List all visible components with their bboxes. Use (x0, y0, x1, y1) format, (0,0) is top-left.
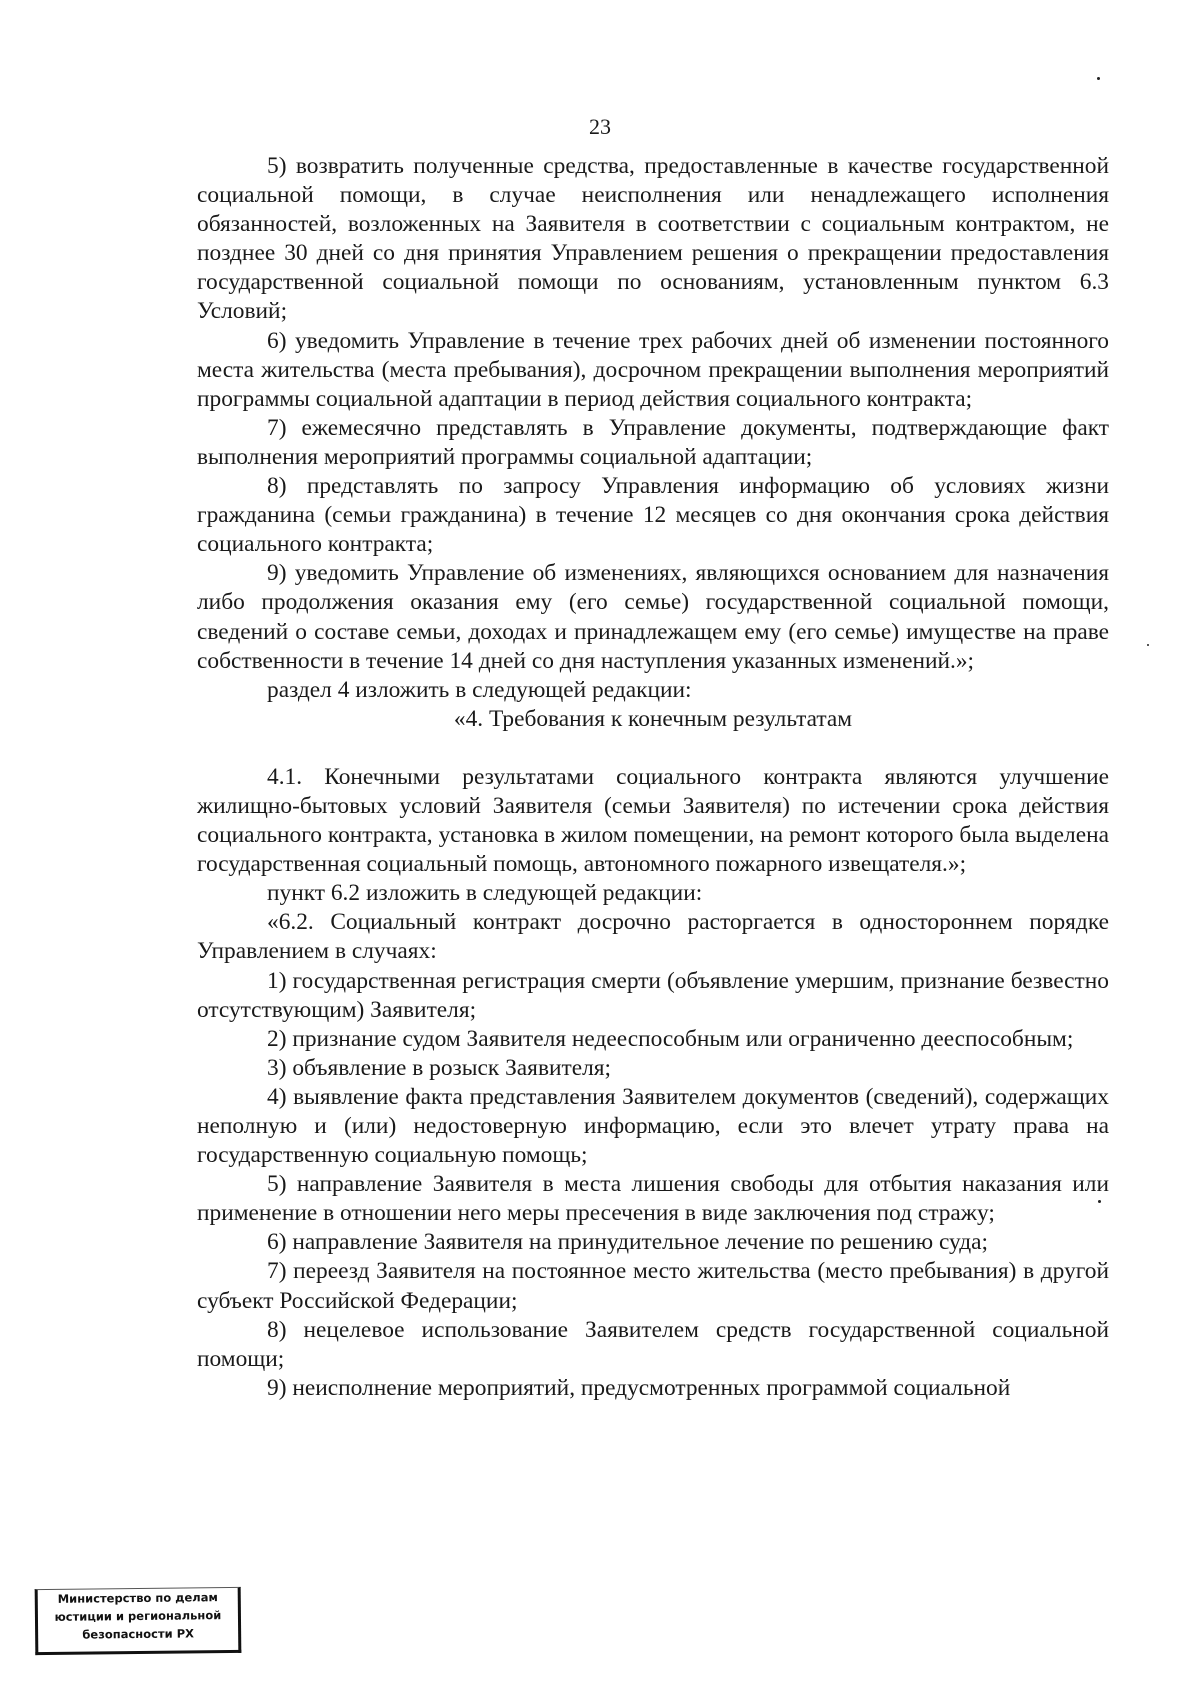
clause-5-return-funds: 5) возвратить полученные средства, предоставленные в качестве государственной социальной помощи, в случае неисполнения или ненадлежащего исполнения обязанностей, возложенных на Заявителя в соответствии с социальным контрактом, не позднее 30 дней со дня принятия Управлением решения о прекращении предоставления государственной социальной помощи по основаниям, установленным пунктом 6.3 Условий; (197, 153, 1109, 325)
scan-speck (1098, 1200, 1101, 1203)
ministry-stamp (35, 1587, 242, 1655)
clause-7-monthly-documents: 7) ежемесячно представлять в Управление документы, подтверждающие факт выполнения мероприятий программы социальной адаптации; (197, 414, 1109, 470)
scan-speck (1147, 644, 1149, 646)
stamp-line-1: Министерство по делам (57, 1590, 218, 1606)
clause-6-2-termination: «6.2. Социальный контракт досрочно расторгается в одностороннем порядке Управлением в случаях: (197, 909, 1109, 965)
clause-9-notify-changes: 9) уведомить Управление об изменениях, являющихся основанием для назначения либо продолжения оказания ему (его семье) государственной социальной помощи, сведений о составе семьи, доходах и принадлежащем ему (его семье) имуществе на праве собственности в течение 14 дней со дня наступления указанных изменений.»; (197, 560, 1109, 674)
termination-case-2: 2) признание судом Заявителя недееспособным или ограниченно дееспособным; (267, 1025, 1074, 1052)
blank-line (197, 734, 1109, 763)
termination-case-7: 7) переезд Заявителя на постоянное место жительства (место пребывания) в другой субъект Российской Федерации; (197, 1258, 1109, 1314)
clause-4-1-final-results: 4.1. Конечными результатами социального контракта являются улучшение жилищно-бытовых условий Заявителя (семьи Заявителя) по истечении срока действия социального контракта, установка в жилом помещении, на ремонт которого была выделена государственная социальный помощь, автономного пожарного извещателя.»; (197, 763, 1109, 878)
clause-8-living-conditions: 8) представлять по запросу Управления информацию об условиях жизни гражданина (семьи гражданина) в течение 12 месяцев со дня окончания срока действия социального контракта; (197, 473, 1109, 558)
stamp-line-3: безопасности РХ (82, 1626, 195, 1642)
clause-6-notify-residence: 6) уведомить Управление в течение трех рабочих дней об изменении постоянного места жительства (места пребывания), досрочном прекращении выполнения мероприятий программы социальной адаптации в период действия социального контракта; (197, 327, 1109, 412)
termination-case-5: 5) направление Заявителя в места лишения свободы для отбытия наказания или применение в отношении него меры пресечения в виде заключения под стражу; (197, 1171, 1109, 1227)
termination-case-9: 9) неисполнение мероприятий, предусмотренных программой социальной (267, 1374, 1011, 1401)
termination-case-3: 3) объявление в розыск Заявителя; (267, 1054, 612, 1081)
termination-case-4: 4) выявление факта представления Заявителем документов (сведений), содержащих неполную и (или) недостоверную информацию, если это влечет утрату права на государственную социальную помощь; (197, 1083, 1109, 1169)
section-4-heading: «4. Требования к конечным результатам (453, 705, 853, 732)
amendment-section-4-intro: раздел 4 изложить в следующей редакции: (267, 676, 692, 703)
page-number: 23 (589, 114, 611, 139)
termination-case-6: 6) направление Заявителя на принудительное лечение по решению суда; (267, 1229, 989, 1256)
termination-case-8: 8) нецелевое использование Заявителем средств государственной социальной помощи; (197, 1316, 1109, 1372)
amendment-point-6-2-intro: пункт 6.2 изложить в следующей редакции: (267, 880, 703, 907)
termination-case-1: 1) государственная регистрация смерти (объявление умершим, признание безвестно отсутствующим) Заявителя; (197, 967, 1109, 1023)
scan-speck (1097, 77, 1100, 80)
document-body (197, 152, 1109, 1403)
stamp-line-2: юстиции и региональной (54, 1608, 222, 1624)
